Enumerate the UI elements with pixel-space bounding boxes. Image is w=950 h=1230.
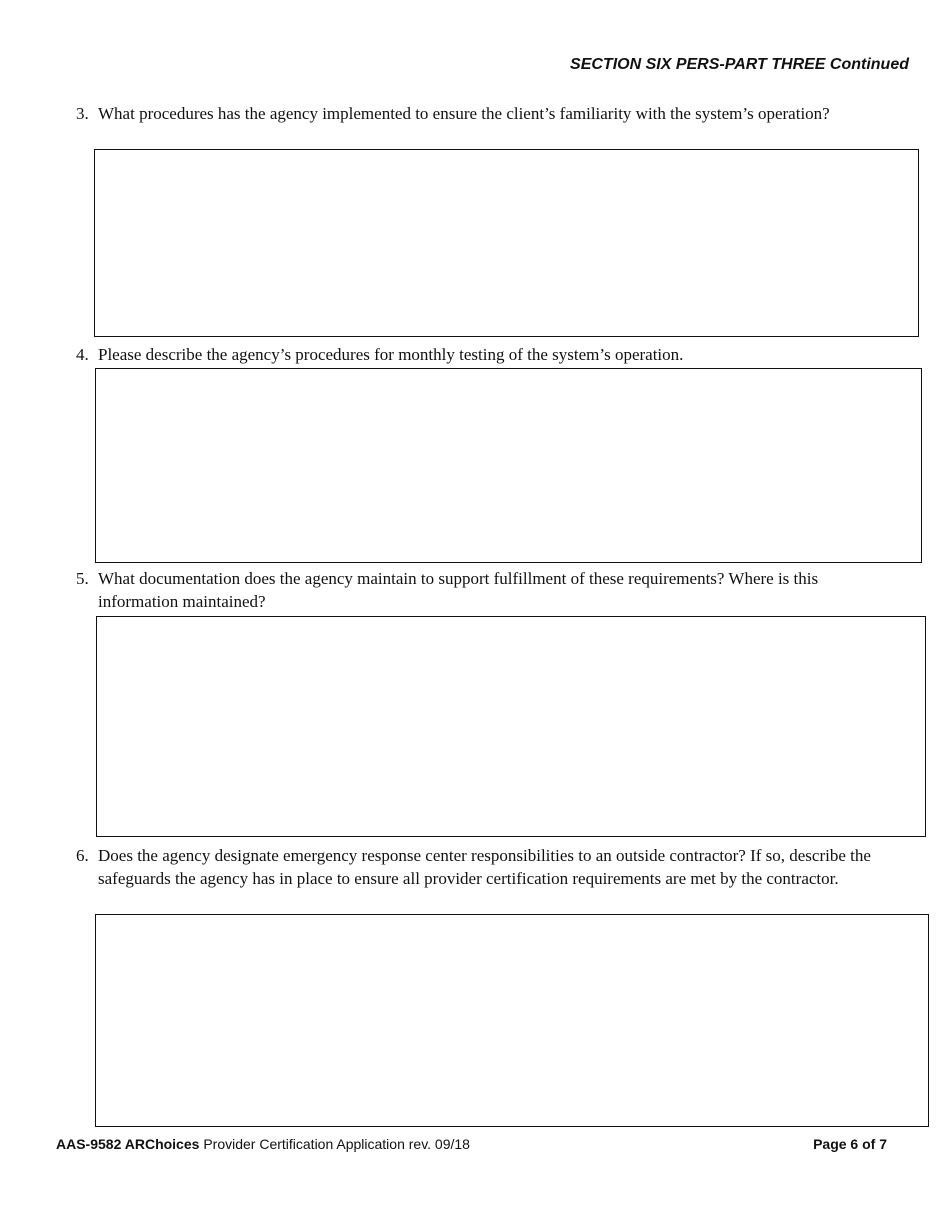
answer-box-5[interactable] — [96, 616, 926, 837]
question-6 — [76, 844, 892, 890]
question-text: What procedures has the agency implemented to ensure the client’s familiarity with the system’s operation? — [98, 104, 830, 123]
question-text: Does the agency designate emergency response center responsibilities to an outside contractor? If so, describe the safeguards the agency has in place to ensure all provider certification requirements are met by the contractor. — [98, 846, 871, 888]
question-number: 6. — [76, 846, 89, 865]
question-5 — [76, 567, 892, 613]
form-title: Provider Certification Application rev. 09/18 — [203, 1136, 470, 1152]
question-number: 3. — [76, 104, 89, 123]
question-text: What documentation does the agency maintain to support fulfillment of these requirements? Where is this information maintained? — [98, 569, 819, 611]
page-number: Page 6 of 7 — [813, 1136, 887, 1152]
footer-form-info — [56, 1136, 470, 1152]
answer-box-4[interactable] — [95, 368, 922, 563]
question-4 — [76, 343, 892, 366]
answer-box-3[interactable] — [94, 149, 919, 337]
question-number: 5. — [76, 569, 89, 588]
answer-box-6[interactable] — [95, 914, 929, 1127]
section-title: SECTION SIX PERS-PART THREE Continued — [570, 56, 909, 73]
form-id: AAS-9582 ARChoices — [56, 1136, 200, 1152]
question-number: 4. — [76, 345, 89, 364]
question-3 — [76, 102, 892, 125]
question-text: Please describe the agency’s procedures for monthly testing of the system’s operation. — [98, 345, 684, 364]
